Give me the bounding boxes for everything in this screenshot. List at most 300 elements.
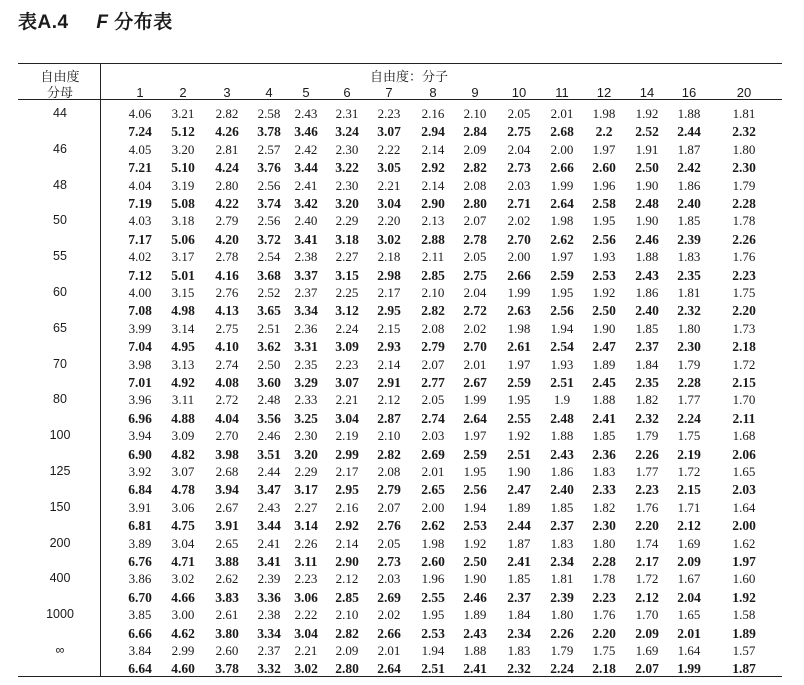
cell-lower-value: 2.40 <box>677 195 701 211</box>
cell-lower-value: 2.50 <box>592 303 616 319</box>
cell-upper-value: 2.10 <box>377 428 401 444</box>
cell-lower-value: 5.10 <box>171 160 195 176</box>
cell-upper-value: 2.37 <box>294 285 318 300</box>
cell-lower-value: 2.40 <box>635 303 659 319</box>
column-header: 16 <box>681 85 697 100</box>
cell-upper-value: 2.09 <box>463 141 487 157</box>
cell-upper-value: 1.86 <box>635 285 659 300</box>
row-label: 50 <box>53 213 67 228</box>
cell-upper-value: 2.27 <box>294 499 318 515</box>
cell-upper-value: 2.67 <box>215 499 239 515</box>
cell-upper-value: 2.21 <box>377 177 401 193</box>
column-header: 6 <box>343 85 351 100</box>
cell-lower-value: 2.63 <box>507 303 531 319</box>
cell-lower-value: 3.68 <box>257 267 281 283</box>
cell-lower-value: 2.88 <box>421 231 445 247</box>
cell-lower-value: 2.50 <box>635 160 659 176</box>
cell-lower-value: 3.32 <box>257 661 281 677</box>
cell-upper-value: 2.30 <box>335 141 359 157</box>
cell-upper-value: 1.70 <box>635 607 659 623</box>
cell-upper-value: 1.69 <box>635 643 659 658</box>
cell-upper-value: 1.85 <box>507 571 531 587</box>
cell-upper-value: 1.81 <box>550 571 574 587</box>
column-header: 8 <box>429 85 437 100</box>
cell-upper-value: 2.50 <box>257 356 281 372</box>
cell-lower-value: 2.55 <box>421 589 445 605</box>
cell-upper-value: 2.43 <box>294 106 318 121</box>
cell-upper-value: 1.80 <box>550 607 574 623</box>
cell-lower-value: 3.04 <box>294 625 318 641</box>
cell-lower-value: 2.82 <box>463 160 487 176</box>
cell-lower-value: 2.93 <box>377 339 401 355</box>
cell-upper-value: 1.79 <box>635 428 659 444</box>
cell-upper-value: 3.89 <box>128 535 152 551</box>
cell-lower-value: 4.24 <box>215 160 239 176</box>
cell-lower-value: 2.92 <box>421 160 445 176</box>
cell-lower-value: 2.71 <box>507 195 531 211</box>
cell-upper-value: 3.09 <box>171 428 195 444</box>
cell-upper-value: 2.19 <box>335 428 359 444</box>
cell-upper-value: 2.18 <box>377 249 401 265</box>
cell-upper-value: 1.88 <box>592 392 616 408</box>
cell-upper-value: 2.09 <box>335 643 359 658</box>
cell-lower-value: 6.84 <box>128 482 152 498</box>
cell-upper-value: 1.90 <box>507 464 531 479</box>
cell-upper-value: 1.83 <box>507 643 531 658</box>
cell-upper-value: 1.85 <box>592 428 616 444</box>
cell-upper-value: 4.03 <box>128 213 152 229</box>
cell-upper-value: 2.81 <box>215 141 239 157</box>
cell-upper-value: 1.99 <box>550 177 574 193</box>
cell-upper-value: 2.44 <box>257 464 281 479</box>
cell-lower-value: 2.51 <box>421 661 445 677</box>
cell-lower-value: 2.41 <box>592 410 616 426</box>
cell-lower-value: 2.79 <box>377 482 401 498</box>
cell-lower-value: 2.30 <box>732 160 756 176</box>
cell-upper-value: 2.23 <box>377 106 401 121</box>
cell-lower-value: 3.25 <box>294 410 318 426</box>
cell-upper-value: 2.14 <box>335 535 359 551</box>
cell-lower-value: 3.56 <box>257 410 281 426</box>
cell-upper-value: 1.82 <box>592 499 616 515</box>
column-header: 20 <box>736 85 752 100</box>
cell-lower-value: 2.20 <box>635 518 659 534</box>
row-label: 80 <box>53 392 67 407</box>
cell-lower-value: 2.06 <box>732 446 756 462</box>
column-header: 9 <box>471 85 479 100</box>
numerator-header: 自由度：分子 <box>370 70 449 85</box>
cell-upper-value: 2.46 <box>257 428 281 444</box>
cell-lower-value: 2.04 <box>677 589 701 605</box>
cell-upper-value: 2.43 <box>257 499 281 515</box>
cell-upper-value: 2.26 <box>294 535 318 551</box>
cell-lower-value: 2.50 <box>463 553 487 569</box>
cell-lower-value: 2.37 <box>507 589 531 605</box>
cell-upper-value: 2.03 <box>377 571 401 587</box>
row-label: ∞ <box>55 643 65 657</box>
cell-lower-value: 2.94 <box>421 124 445 140</box>
cell-upper-value: 1.98 <box>507 320 531 336</box>
cell-lower-value: 2.62 <box>550 231 574 247</box>
cell-lower-value: 3.02 <box>377 231 401 247</box>
cell-upper-value: 2.05 <box>507 106 531 121</box>
cell-lower-value: 2.95 <box>377 303 401 319</box>
cell-upper-value: 1.84 <box>635 356 659 372</box>
cell-lower-value: 2.98 <box>377 267 401 283</box>
cell-lower-value: 5.06 <box>171 231 195 247</box>
cell-lower-value: 2.91 <box>377 374 401 390</box>
cell-upper-value: 1.72 <box>677 464 701 479</box>
cell-upper-value: 1.98 <box>421 535 445 551</box>
cell-upper-value: 2.22 <box>377 141 401 157</box>
cell-lower-value: 3.31 <box>294 339 318 355</box>
cell-lower-value: 2.23 <box>592 589 616 605</box>
cell-upper-value: 2.82 <box>215 106 239 121</box>
cell-lower-value: 3.47 <box>257 482 281 498</box>
cell-upper-value: 1.73 <box>732 320 756 336</box>
cell-upper-value: 2.99 <box>171 643 195 658</box>
cell-upper-value: 1.99 <box>463 392 487 408</box>
cell-lower-value: 2.59 <box>463 446 487 462</box>
cell-upper-value: 2.02 <box>507 213 531 229</box>
cell-lower-value: 2.76 <box>377 518 401 534</box>
cell-upper-value: 2.24 <box>335 320 359 336</box>
cell-upper-value: 1.58 <box>732 607 756 623</box>
cell-upper-value: 2.35 <box>294 356 318 372</box>
cell-lower-value: 2.64 <box>377 661 401 677</box>
cell-upper-value: 1.83 <box>592 464 616 479</box>
cell-upper-value: 3.99 <box>128 320 152 336</box>
cell-upper-value: 3.20 <box>171 141 195 157</box>
cell-lower-value: 7.08 <box>128 303 152 319</box>
cell-upper-value: 2.14 <box>421 177 445 193</box>
cell-upper-value: 1.89 <box>507 499 531 515</box>
cell-lower-value: 2.46 <box>635 231 659 247</box>
cell-lower-value: 3.11 <box>294 553 318 569</box>
cell-lower-value: 3.02 <box>294 661 318 677</box>
cell-lower-value: 2.51 <box>550 374 574 390</box>
stub-divider <box>100 63 101 676</box>
cell-upper-value: 1.93 <box>592 249 616 265</box>
cell-lower-value: 2.40 <box>550 482 574 498</box>
cell-upper-value: 2.38 <box>257 607 281 623</box>
column-header: 10 <box>511 85 527 100</box>
cell-upper-value: 1.94 <box>421 643 445 658</box>
cell-lower-value: 2.19 <box>677 446 701 462</box>
cell-lower-value: 3.78 <box>257 124 281 140</box>
cell-upper-value: 1.88 <box>677 106 701 121</box>
cell-lower-value: 3.36 <box>257 589 281 605</box>
cell-lower-value: 2.53 <box>463 518 487 534</box>
cell-lower-value: 2.09 <box>677 553 701 569</box>
row-label: 70 <box>53 356 67 371</box>
cell-upper-value: 2.14 <box>421 141 445 157</box>
cell-lower-value: 6.76 <box>128 553 152 569</box>
cell-lower-value: 2.66 <box>507 267 531 283</box>
cell-upper-value: 2.31 <box>335 106 359 121</box>
cell-upper-value: 1.79 <box>550 643 574 658</box>
cell-lower-value: 2.00 <box>732 518 756 534</box>
cell-lower-value: 2.95 <box>335 482 359 498</box>
cell-lower-value: 3.88 <box>215 553 239 569</box>
cell-upper-value: 1.98 <box>550 213 574 229</box>
cell-lower-value: 2.80 <box>463 195 487 211</box>
cell-lower-value: 2.82 <box>421 303 445 319</box>
cell-lower-value: 2.34 <box>507 625 531 641</box>
cell-lower-value: 4.98 <box>171 303 195 319</box>
cell-lower-value: 6.66 <box>128 625 152 641</box>
denominator-header-top: 自由度 <box>40 70 80 85</box>
cell-upper-value: 1.95 <box>507 392 531 408</box>
cell-upper-value: 2.33 <box>294 392 318 408</box>
cell-lower-value: 3.78 <box>215 661 239 677</box>
cell-lower-value: 2.07 <box>635 661 659 677</box>
cell-upper-value: 2.80 <box>215 177 239 193</box>
cell-lower-value: 2.41 <box>463 661 487 677</box>
cell-upper-value: 2.02 <box>377 607 401 623</box>
cell-upper-value: 3.85 <box>128 607 152 623</box>
cell-lower-value: 2.68 <box>550 124 574 140</box>
cell-upper-value: 1.83 <box>677 249 701 265</box>
cell-upper-value: 1.87 <box>507 535 531 551</box>
cell-lower-value: 2.64 <box>550 195 574 211</box>
cell-upper-value: 2.23 <box>294 571 318 587</box>
cell-lower-value: 3.41 <box>294 231 318 247</box>
cell-lower-value: 2.43 <box>463 625 487 641</box>
cell-upper-value: 1.86 <box>550 464 574 479</box>
column-header: 11 <box>555 85 569 100</box>
cell-lower-value: 2.75 <box>507 124 531 140</box>
cell-lower-value: 2.75 <box>463 267 487 283</box>
cell-upper-value: 1.97 <box>463 428 487 444</box>
cell-upper-value: 1.80 <box>592 535 616 551</box>
cell-upper-value: 2.15 <box>377 320 401 336</box>
cell-upper-value: 1.80 <box>677 320 701 336</box>
cell-upper-value: 1.75 <box>677 428 701 444</box>
cell-lower-value: 2.52 <box>635 124 659 140</box>
cell-lower-value: 2.92 <box>335 518 359 534</box>
cell-upper-value: 1.95 <box>463 464 487 479</box>
cell-lower-value: 2.35 <box>635 374 659 390</box>
cell-upper-value: 2.16 <box>335 499 359 515</box>
cell-lower-value: 2.33 <box>592 482 616 498</box>
cell-upper-value: 2.27 <box>335 249 359 265</box>
title-code: 表A.4 <box>18 12 69 33</box>
cell-lower-value: 2.36 <box>592 446 616 462</box>
cell-upper-value: 1.76 <box>732 249 756 265</box>
cell-upper-value: 1.98 <box>592 106 616 121</box>
cell-upper-value: 2.10 <box>335 607 359 623</box>
cell-lower-value: 3.07 <box>377 124 401 140</box>
cell-lower-value: 4.04 <box>215 410 239 426</box>
cell-upper-value: 2.39 <box>257 571 281 587</box>
cell-lower-value: 2.53 <box>592 267 616 283</box>
cell-upper-value: 2.01 <box>377 643 401 658</box>
cell-upper-value: 2.21 <box>294 643 318 658</box>
row-label: 125 <box>49 464 71 478</box>
cell-upper-value: 2.04 <box>507 141 531 157</box>
cell-lower-value: 2.84 <box>463 124 487 140</box>
cell-lower-value: 2.56 <box>592 231 616 247</box>
cell-lower-value: 4.95 <box>171 339 195 355</box>
cell-lower-value: 3.20 <box>294 446 318 462</box>
cell-upper-value: 1.85 <box>635 320 659 336</box>
cell-lower-value: 2.26 <box>732 231 756 247</box>
cell-lower-value: 7.01 <box>128 374 152 390</box>
cell-lower-value: 4.75 <box>171 518 195 534</box>
cell-upper-value: 2.41 <box>257 535 281 551</box>
cell-upper-value: 3.11 <box>171 392 195 408</box>
cell-upper-value: 1.65 <box>732 464 756 479</box>
cell-lower-value: 2.28 <box>732 195 756 211</box>
cell-lower-value: 2.73 <box>507 160 531 176</box>
cell-upper-value: 1.62 <box>732 535 756 551</box>
cell-lower-value: 2.47 <box>592 339 616 355</box>
cell-upper-value: 3.02 <box>171 571 195 587</box>
cell-lower-value: 2.61 <box>507 339 531 355</box>
cell-lower-value: 7.17 <box>128 231 152 247</box>
cell-lower-value: 2.28 <box>592 553 616 569</box>
cell-lower-value: 2.32 <box>732 124 756 140</box>
cell-lower-value: 2.44 <box>507 518 531 534</box>
cell-lower-value: 4.92 <box>171 374 195 390</box>
cell-lower-value: 3.34 <box>294 303 318 319</box>
cell-upper-value: 3.21 <box>171 106 195 121</box>
cell-upper-value: 2.12 <box>377 392 401 408</box>
cell-lower-value: 2.48 <box>635 195 659 211</box>
cell-upper-value: 2.20 <box>377 213 401 229</box>
cell-lower-value: 5.08 <box>171 195 195 211</box>
cell-upper-value: 1.77 <box>677 392 701 408</box>
cell-lower-value: 2.73 <box>377 553 401 569</box>
cell-lower-value: 4.13 <box>215 303 239 319</box>
cell-upper-value: 1.85 <box>550 499 574 515</box>
cell-upper-value: 2.76 <box>215 285 239 300</box>
cell-upper-value: 2.30 <box>335 177 359 193</box>
cell-lower-value: 7.21 <box>128 160 152 176</box>
cell-upper-value: 2.25 <box>335 285 359 300</box>
cell-upper-value: 2.29 <box>335 213 359 229</box>
cell-upper-value: 2.10 <box>421 285 445 300</box>
cell-upper-value: 2.56 <box>257 177 281 193</box>
cell-upper-value: 2.62 <box>215 571 239 587</box>
column-header: 3 <box>223 85 231 100</box>
cell-upper-value: 1.70 <box>732 392 756 408</box>
cell-lower-value: 4.71 <box>171 553 195 569</box>
cell-upper-value: 1.89 <box>592 356 616 372</box>
cell-lower-value: 2.30 <box>677 339 701 355</box>
cell-lower-value: 2.82 <box>335 625 359 641</box>
cell-lower-value: 2.2 <box>595 124 613 140</box>
cell-upper-value: 2.78 <box>215 249 239 265</box>
cell-lower-value: 2.39 <box>550 589 574 605</box>
cell-lower-value: 2.64 <box>463 410 487 426</box>
cell-lower-value: 2.62 <box>421 518 445 534</box>
cell-lower-value: 3.60 <box>257 374 281 390</box>
cell-upper-value: 1.90 <box>592 320 616 336</box>
cell-lower-value: 2.12 <box>677 518 701 534</box>
cell-lower-value: 2.01 <box>677 625 701 641</box>
cell-upper-value: 2.00 <box>421 499 445 515</box>
cell-upper-value: 2.41 <box>294 177 318 193</box>
cell-upper-value: 3.86 <box>128 571 152 587</box>
cell-upper-value: 1.94 <box>463 499 487 515</box>
cell-upper-value: 2.60 <box>215 643 239 658</box>
cell-upper-value: 2.75 <box>215 320 239 336</box>
cell-upper-value: 2.07 <box>421 356 445 372</box>
cell-upper-value: 3.13 <box>171 356 195 372</box>
cell-lower-value: 2.47 <box>507 482 531 498</box>
cell-lower-value: 2.82 <box>377 446 401 462</box>
cell-upper-value: 4.02 <box>128 249 152 265</box>
cell-lower-value: 2.20 <box>732 303 756 319</box>
cell-upper-value: 2.12 <box>335 571 359 587</box>
cell-upper-value: 4.04 <box>128 177 152 193</box>
cell-lower-value: 2.79 <box>421 339 445 355</box>
cell-upper-value: 3.17 <box>171 249 195 265</box>
cell-lower-value: 2.87 <box>377 410 401 426</box>
cell-upper-value: 1.69 <box>677 535 701 551</box>
cell-lower-value: 4.78 <box>171 482 195 498</box>
row-label: 1000 <box>46 607 74 622</box>
cell-upper-value: 1.75 <box>592 643 616 658</box>
cell-upper-value: 3.15 <box>171 285 195 300</box>
cell-upper-value: 1.79 <box>677 356 701 372</box>
cell-upper-value: 1.9 <box>553 392 571 408</box>
cell-lower-value: 3.65 <box>257 303 281 319</box>
cell-lower-value: 3.37 <box>294 267 318 283</box>
cell-lower-value: 2.37 <box>635 339 659 355</box>
cell-upper-value: 1.93 <box>550 356 574 372</box>
cell-upper-value: 2.08 <box>463 177 487 193</box>
cell-upper-value: 2.79 <box>215 213 239 229</box>
cell-upper-value: 1.76 <box>592 607 616 623</box>
cell-upper-value: 2.01 <box>463 356 487 372</box>
cell-upper-value: 2.03 <box>421 428 445 444</box>
cell-lower-value: 2.67 <box>463 374 487 390</box>
cell-lower-value: 2.23 <box>635 482 659 498</box>
cell-lower-value: 3.20 <box>335 195 359 211</box>
cell-upper-value: 3.91 <box>128 499 152 515</box>
cell-lower-value: 3.51 <box>257 446 281 462</box>
cell-lower-value: 3.91 <box>215 518 239 534</box>
cell-upper-value: 1.94 <box>550 320 574 336</box>
title-text: 分布表 <box>114 12 173 33</box>
column-header: 5 <box>302 85 310 100</box>
cell-lower-value: 3.06 <box>294 589 318 605</box>
cell-lower-value: 3.72 <box>257 231 281 247</box>
cell-lower-value: 1.99 <box>677 661 701 677</box>
cell-upper-value: 2.02 <box>463 320 487 336</box>
cell-upper-value: 3.04 <box>171 535 195 551</box>
cell-upper-value: 2.74 <box>215 356 239 372</box>
cell-lower-value: 2.26 <box>550 625 574 641</box>
cell-lower-value: 2.42 <box>677 160 701 176</box>
cell-lower-value: 3.09 <box>335 339 359 355</box>
cell-lower-value: 2.70 <box>463 339 487 355</box>
cell-lower-value: 2.85 <box>421 267 445 283</box>
row-label: 65 <box>53 320 67 335</box>
cell-lower-value: 5.01 <box>171 267 195 283</box>
cell-upper-value: 3.92 <box>128 464 152 479</box>
cell-lower-value: 6.96 <box>128 410 152 426</box>
cell-lower-value: 2.32 <box>677 303 701 319</box>
cell-lower-value: 7.04 <box>128 339 152 355</box>
cell-upper-value: 1.89 <box>463 607 487 623</box>
cell-lower-value: 2.32 <box>507 661 531 677</box>
cell-upper-value: 2.10 <box>463 106 487 121</box>
cell-lower-value: 3.62 <box>257 339 281 355</box>
